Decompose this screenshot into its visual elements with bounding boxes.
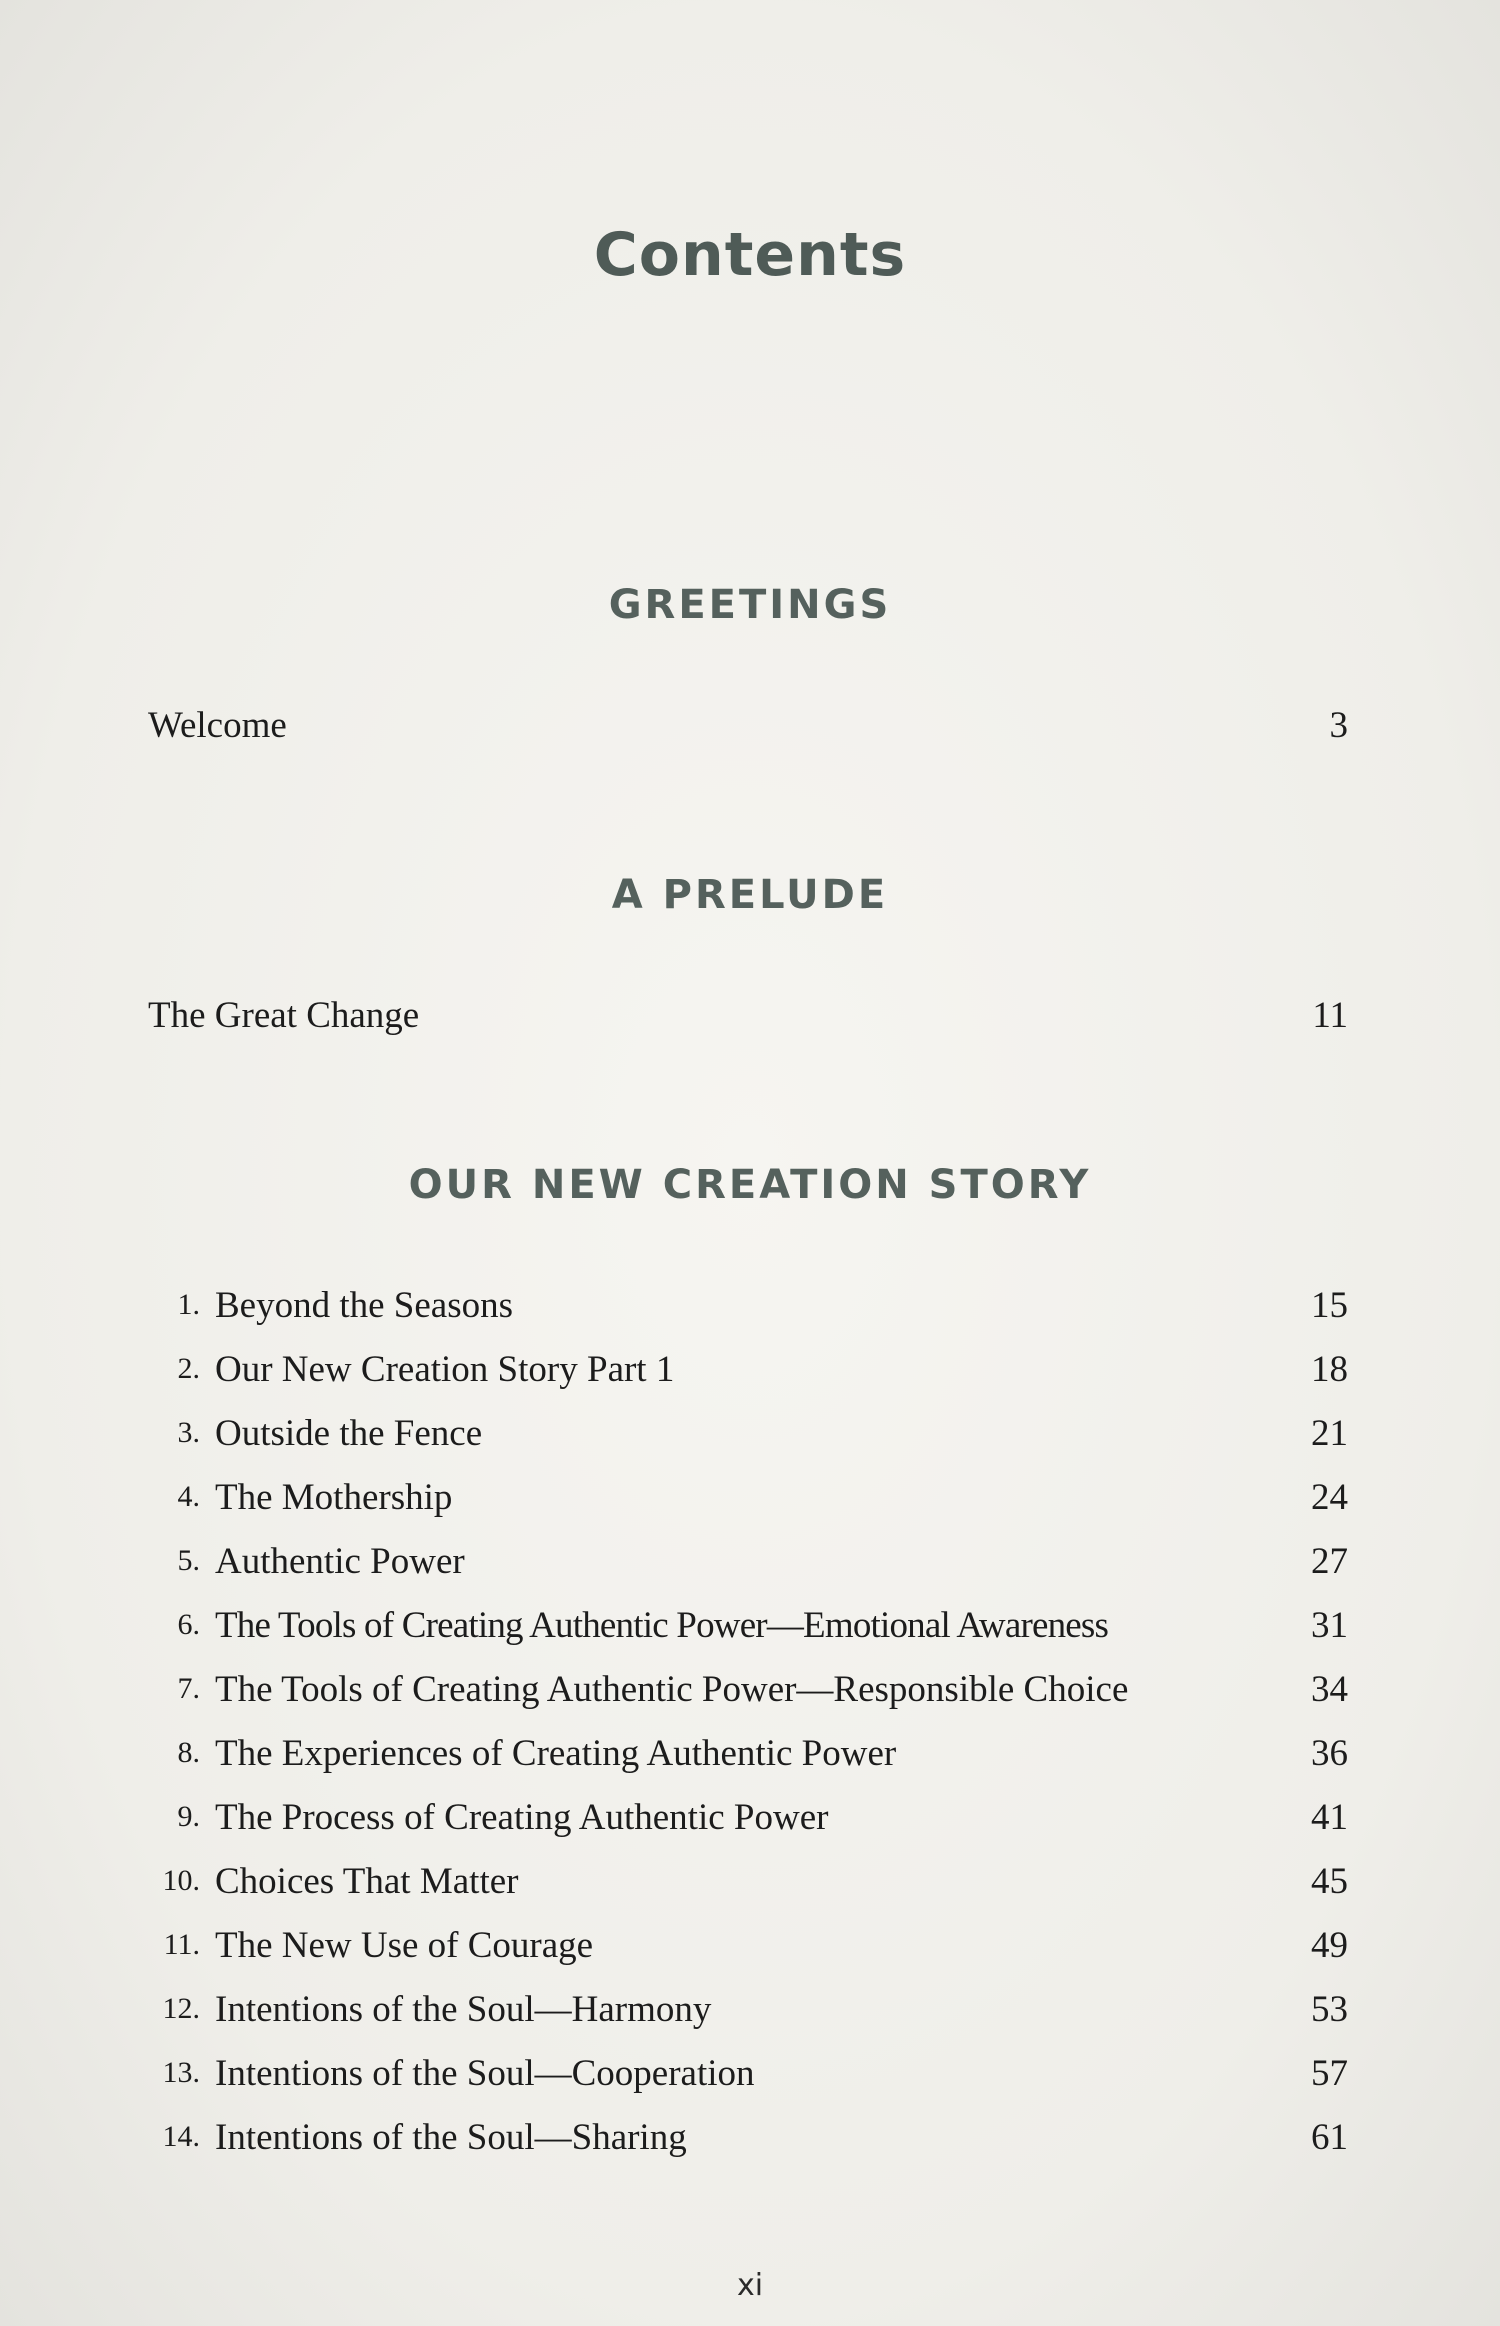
toc-entry-number: 13. [162, 2056, 200, 2089]
toc-entry-number: 12. [162, 1992, 200, 2025]
toc-entry-number: 1. [177, 1288, 200, 1321]
toc-entry-number: 2. [177, 1352, 200, 1385]
page-title: Contents [593, 220, 907, 290]
toc-entry[interactable] [148, 1540, 1348, 1592]
toc-entry-page: 27 [1311, 1541, 1348, 1582]
toc-entry-page: 45 [1311, 1861, 1348, 1902]
toc-entry-page: 24 [1311, 1477, 1348, 1518]
toc-entry-number: 10. [162, 1864, 200, 1897]
toc-entry[interactable] [148, 1348, 1348, 1400]
toc-entry-number: 7. [177, 1672, 200, 1705]
toc-entry-title: Outside the Fence [215, 1413, 483, 1454]
toc-entry[interactable] [148, 1732, 1348, 1784]
toc-entry-title: The Tools of Creating Authentic Power—Responsible Choice [215, 1669, 1129, 1710]
toc-entry-page: 34 [1311, 1669, 1348, 1710]
toc-entry-title: The New Use of Courage [215, 1925, 594, 1966]
toc-entry[interactable] [148, 1796, 1348, 1848]
section-heading-prelude: A PRELUDE [611, 872, 889, 918]
toc-entry[interactable] [148, 1668, 1348, 1720]
toc-entry[interactable] [148, 1284, 1348, 1336]
section-heading-greetings: GREETINGS [608, 582, 892, 628]
section-heading-creation-story: OUR NEW CREATION STORY [408, 1162, 1092, 1208]
toc-entry-page: 21 [1311, 1413, 1348, 1454]
toc-entry[interactable] [148, 1860, 1348, 1912]
toc-entry-page: 53 [1311, 1989, 1348, 2030]
toc-entry[interactable] [148, 704, 1348, 756]
toc-entry-title: The Process of Creating Authentic Power [215, 1797, 829, 1838]
toc-entry[interactable] [148, 2116, 1348, 2168]
toc-entry-title: Intentions of the Soul—Sharing [215, 2117, 687, 2158]
toc-entry-number: 11. [163, 1928, 200, 1961]
toc-entry-title: The Great Change [148, 995, 420, 1036]
toc-entry-number: 5. [177, 1544, 200, 1577]
toc-entry[interactable] [148, 1604, 1348, 1656]
toc-entry-page: 36 [1311, 1733, 1348, 1774]
toc-entry[interactable] [148, 1924, 1348, 1976]
toc-entry-page: 31 [1311, 1605, 1348, 1646]
toc-entry-title: Welcome [148, 705, 287, 746]
toc-entry-title: Our New Creation Story Part 1 [215, 1349, 675, 1390]
toc-entry-page: 61 [1311, 2117, 1348, 2158]
toc-entry-page: 57 [1311, 2053, 1348, 2094]
toc-entry[interactable] [148, 1412, 1348, 1464]
toc-entry-title: Choices That Matter [215, 1861, 519, 1902]
toc-entry-number: 9. [177, 1800, 200, 1833]
toc-entry-title: Authentic Power [215, 1541, 465, 1582]
toc-entry-title: Beyond the Seasons [215, 1285, 514, 1326]
toc-entry-page: 11 [1312, 995, 1348, 1036]
toc-entry[interactable] [148, 2052, 1348, 2104]
toc-entry[interactable] [148, 1988, 1348, 2040]
toc-entry-number: 6. [177, 1608, 200, 1641]
toc-entry-number: 14. [162, 2120, 200, 2153]
toc-entry[interactable] [148, 994, 1348, 1046]
toc-entry-title: Intentions of the Soul—Harmony [215, 1989, 712, 2030]
toc-entry-page: 49 [1311, 1925, 1348, 1966]
toc-entry-number: 4. [177, 1480, 200, 1513]
toc-entry-title: The Mothership [215, 1477, 453, 1518]
toc-entry-page: 18 [1311, 1349, 1348, 1390]
page-number-footer: xi [736, 2268, 764, 2303]
toc-entry-number: 8. [177, 1736, 200, 1769]
toc-entry-page: 3 [1329, 705, 1348, 746]
toc-entry-number: 3. [177, 1416, 200, 1449]
toc-entry-title: The Tools of Creating Authentic Power—Emotional Awareness [215, 1605, 1109, 1646]
toc-entry-page: 41 [1311, 1797, 1348, 1838]
toc-entry[interactable] [148, 1476, 1348, 1528]
toc-entry-title: Intentions of the Soul—Cooperation [215, 2053, 755, 2094]
toc-entry-title: The Experiences of Creating Authentic Power [215, 1733, 897, 1774]
toc-entry-page: 15 [1311, 1285, 1348, 1326]
